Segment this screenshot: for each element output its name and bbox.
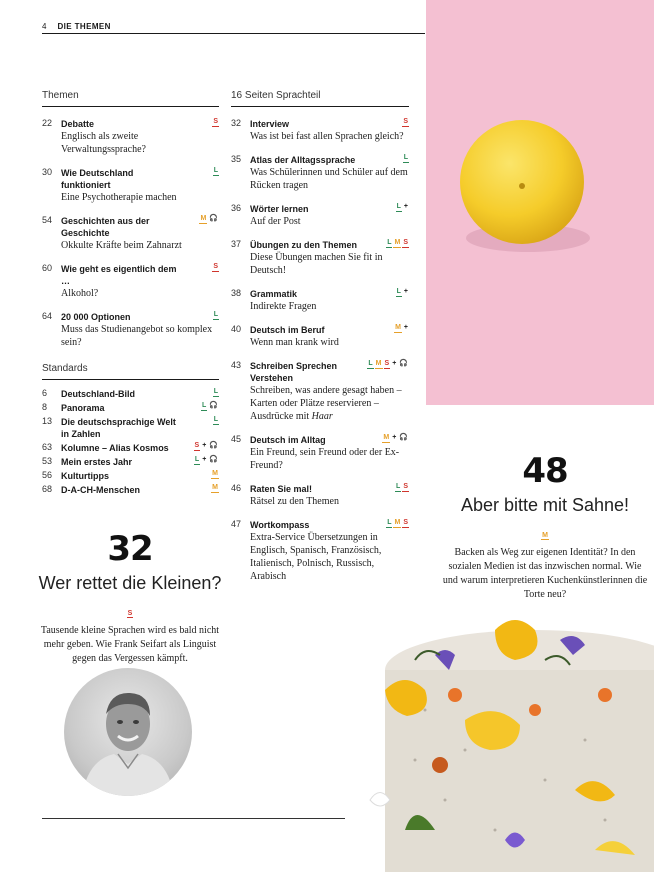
toc-entry[interactable]	[231, 483, 409, 508]
toc-subtitle: Auf der Post	[250, 216, 301, 227]
toc-entry[interactable]	[42, 484, 219, 496]
level-badges	[402, 118, 409, 127]
level-badge-plus: +	[392, 434, 397, 441]
level-badges	[194, 456, 219, 465]
toc-page-number: 40	[231, 324, 242, 334]
page-number: 4	[42, 22, 47, 31]
toc-title: Atlas der Alltagssprache	[250, 155, 356, 165]
level-badges	[367, 360, 409, 369]
toc-title: Raten Sie mal!	[250, 484, 313, 494]
level-badges	[396, 203, 409, 212]
level-badge-m: M	[383, 434, 390, 441]
level-badges	[194, 442, 219, 451]
toc-entry[interactable]	[42, 456, 219, 468]
toc-subtitle: Englisch als zweite Verwaltungssprache?	[61, 131, 146, 155]
toc-page-number: 32	[231, 118, 242, 128]
toc-title: Die deutschsprachige Welt in Zahlen	[61, 417, 176, 439]
headphones-icon: 🎧	[209, 456, 218, 463]
themen-heading: Themen	[42, 90, 219, 107]
toc-subtitle: Okkulte Kräfte beim Zahnarzt	[61, 240, 182, 251]
feature-title: Aber bitte mit Sahne!	[460, 495, 630, 515]
level-badge-plus: +	[392, 360, 397, 367]
level-badge-s: S	[127, 610, 133, 617]
toc-title: Wie Deutschland funktioniert	[61, 168, 134, 190]
toc-entry[interactable]	[42, 388, 219, 400]
right-column	[231, 90, 409, 583]
toc-page-number: 45	[231, 434, 242, 444]
level-badges	[386, 239, 409, 248]
toc-entry[interactable]	[42, 470, 219, 482]
toc-page-number: 63	[42, 442, 53, 452]
toc-entry[interactable]	[42, 402, 219, 414]
toc-page-number: 30	[42, 167, 53, 177]
level-badge-l: L	[387, 239, 392, 246]
level-badges	[211, 484, 219, 493]
level-badge-s: S	[403, 118, 408, 125]
toc-entry[interactable]	[231, 519, 409, 583]
level-badge-s: S	[403, 519, 408, 526]
level-badges	[382, 434, 409, 443]
level-badge-m: M	[394, 519, 401, 526]
level-badges	[213, 167, 219, 176]
level-badges	[394, 324, 409, 333]
toc-page-number: 8	[42, 402, 48, 412]
toc-entry[interactable]	[42, 215, 219, 252]
toc-page-number: 22	[42, 118, 53, 128]
toc-entry[interactable]	[42, 311, 219, 349]
headphones-icon: 🎧	[209, 215, 218, 222]
level-badge-s: S	[403, 239, 408, 246]
toc-entry[interactable]	[42, 167, 219, 204]
toc-page-number: 46	[231, 483, 242, 493]
cake-photo	[345, 600, 654, 872]
feature-page-number: 48	[522, 451, 568, 491]
level-badge-plus: +	[403, 203, 408, 210]
level-badge-m: M	[542, 532, 548, 539]
toc-entry[interactable]	[42, 416, 219, 440]
level-badges	[403, 154, 409, 163]
toc-entry[interactable]	[231, 360, 409, 423]
toc-title: Geschichten aus der Geschichte	[61, 216, 150, 238]
toc-title: Deutschland-Bild	[61, 389, 136, 399]
level-badges	[213, 388, 219, 397]
toc-entry[interactable]	[231, 118, 409, 143]
toc-page-number: 38	[231, 288, 242, 298]
level-badge-plus: +	[403, 288, 408, 295]
toc-page-number: 37	[231, 239, 242, 249]
level-badge-m: M	[212, 484, 218, 491]
level-badge-plus: +	[403, 324, 408, 331]
level-badge-s: S	[213, 118, 218, 125]
level-badge-l: L	[202, 402, 207, 409]
level-badge-l: L	[194, 456, 200, 463]
headphones-icon: 🎧	[209, 442, 218, 449]
level-badge-s: S	[384, 360, 390, 367]
toc-title: 20 000 Optionen	[61, 312, 131, 322]
level-badge-m: M	[212, 470, 218, 477]
level-badge-m: M	[375, 360, 382, 367]
toc-title: Deutsch im Beruf	[250, 325, 325, 335]
toc-subtitle: Wenn man krank wird	[250, 337, 339, 348]
level-badge-s: S	[194, 442, 200, 449]
level-badges	[213, 416, 219, 425]
level-badges	[213, 311, 219, 320]
toc-title: Wie geht es eigentlich dem …	[61, 264, 177, 286]
level-badge-m: M	[395, 324, 401, 331]
level-badge-l: L	[368, 360, 373, 367]
toc-entry[interactable]	[231, 288, 409, 313]
toc-subtitle: Was Schülerinnen und Schüler auf dem Rücken tragen	[250, 167, 408, 191]
feature-teaser: Backen als Weg zur eigenen Identität? In den sozialen Medien ist das inzwischen normal. Wie und warum interpretieren Kuchenkünstlerinnen die Torte neu?	[442, 547, 648, 600]
toc-page-number: 56	[42, 470, 53, 480]
toc-subtitle: Was ist bei fast allen Sprachen gleich?	[250, 131, 404, 142]
toc-entry[interactable]	[42, 263, 219, 300]
level-badge-l: L	[396, 288, 401, 295]
toc-title: Grammatik	[250, 289, 298, 299]
toc-entry[interactable]	[231, 324, 409, 349]
standards-heading: Standards	[42, 363, 219, 380]
feature-title: Wer rettet die Kleinen?	[38, 573, 222, 593]
level-badge-m: M	[200, 215, 207, 222]
level-badge-l: L	[396, 483, 401, 490]
level-badges	[201, 402, 219, 411]
toc-title: Schreiben Sprechen Verstehen	[250, 361, 338, 383]
sprachteil-list	[231, 118, 409, 583]
toc-page-number: 53	[42, 456, 53, 466]
running-header	[42, 22, 111, 31]
toc-entry[interactable]	[231, 203, 409, 228]
toc-title: Panorama	[61, 403, 105, 413]
toc-entry[interactable]	[42, 118, 219, 156]
toc-subtitle: Schreiben, was andere gesagt haben – Karten oder Plätze reservieren – Ausdrücke mit Haar	[250, 385, 402, 422]
toc-title: D-A-CH-Menschen	[61, 485, 141, 495]
toc-title: Debatte	[61, 119, 95, 129]
feature-page-number: 32	[107, 529, 153, 569]
headphones-icon: 🎧	[209, 402, 218, 409]
toc-page-number: 54	[42, 215, 53, 225]
feature-48[interactable]	[440, 452, 650, 602]
toc-page-number: 6	[42, 388, 48, 398]
toc-page-number: 64	[42, 311, 53, 321]
header-rule	[42, 33, 425, 34]
toc-subtitle: Alkohol?	[61, 288, 99, 299]
themen-list	[42, 118, 219, 349]
toc-entry[interactable]	[42, 442, 219, 454]
section-title: DIE THEMEN	[57, 22, 111, 31]
toc-title: Mein erstes Jahr	[61, 457, 133, 467]
level-badge-plus: +	[202, 456, 207, 463]
toc-entry[interactable]	[231, 154, 409, 192]
level-badge-m: M	[394, 239, 401, 246]
level-badges	[212, 118, 219, 127]
level-badge-plus: +	[202, 442, 207, 449]
headphones-icon: 🎧	[399, 360, 408, 367]
toc-subtitle: Indirekte Fragen	[250, 301, 317, 312]
level-badges	[395, 483, 409, 492]
toc-title: Übungen zu den Themen	[250, 240, 357, 250]
level-badge-l: L	[213, 167, 218, 174]
toc-page-number: 68	[42, 484, 53, 494]
level-badge-s: S	[403, 483, 408, 490]
toc-page-number: 47	[231, 519, 242, 529]
toc-page-number: 13	[42, 416, 53, 426]
standards-list	[42, 388, 219, 496]
toc-page-number: 43	[231, 360, 242, 370]
toc-entry[interactable]	[231, 434, 409, 472]
portrait-photo	[64, 668, 192, 796]
feature-32[interactable]	[36, 530, 224, 666]
level-badges	[212, 263, 219, 272]
toc-page-number: 60	[42, 263, 53, 273]
toc-title: Interview	[250, 119, 290, 129]
level-badge-l: L	[396, 203, 401, 210]
toc-title: Wörter lernen	[250, 204, 309, 214]
toc-subtitle: Ein Freund, sein Freund oder der Ex-Freund?	[250, 447, 400, 471]
toc-title: Kolumne – Alias Kosmos	[61, 443, 169, 453]
toc-entry[interactable]	[231, 239, 409, 277]
feature-teaser: Tausende kleine Sprachen wird es bald nicht mehr geben. Wie Frank Seifart als Linguist gegen das Vergessen kämpft.	[40, 625, 220, 664]
level-badge-l: L	[213, 388, 218, 395]
lemon-photo	[426, 0, 654, 405]
toc-subtitle: Rätsel zu den Themen	[250, 496, 339, 507]
level-badges	[386, 519, 409, 528]
toc-subtitle: Diese Übungen machen Sie fit in Deutsch!	[250, 252, 383, 276]
left-column	[42, 90, 219, 496]
level-badge-l: L	[213, 311, 218, 318]
level-badges	[211, 470, 219, 479]
toc-page-number: 35	[231, 154, 242, 164]
level-badges	[396, 288, 409, 297]
level-badge-l: L	[387, 519, 392, 526]
toc-subtitle: Muss das Studienangebot so komplex sein?	[61, 324, 213, 348]
level-badges	[199, 215, 219, 224]
sprachteil-heading: 16 Seiten Sprachteil	[231, 90, 409, 107]
toc-subtitle: Extra-Service Übersetzungen in Englisch, Spanisch, Französisch, Italienisch, Polnisch, Russisch, Arabisch	[250, 532, 382, 582]
headphones-icon: 🎧	[399, 434, 408, 441]
toc-page-number: 36	[231, 203, 242, 213]
toc-title: Deutsch im Alltag	[250, 435, 326, 445]
toc-title: Wortkompass	[250, 520, 310, 530]
level-badge-s: S	[213, 263, 218, 270]
toc-subtitle: Eine Psychotherapie machen	[61, 192, 177, 203]
toc-title: Kulturtipps	[61, 471, 109, 481]
level-badge-l: L	[213, 416, 218, 423]
level-badge-l: L	[403, 154, 408, 161]
